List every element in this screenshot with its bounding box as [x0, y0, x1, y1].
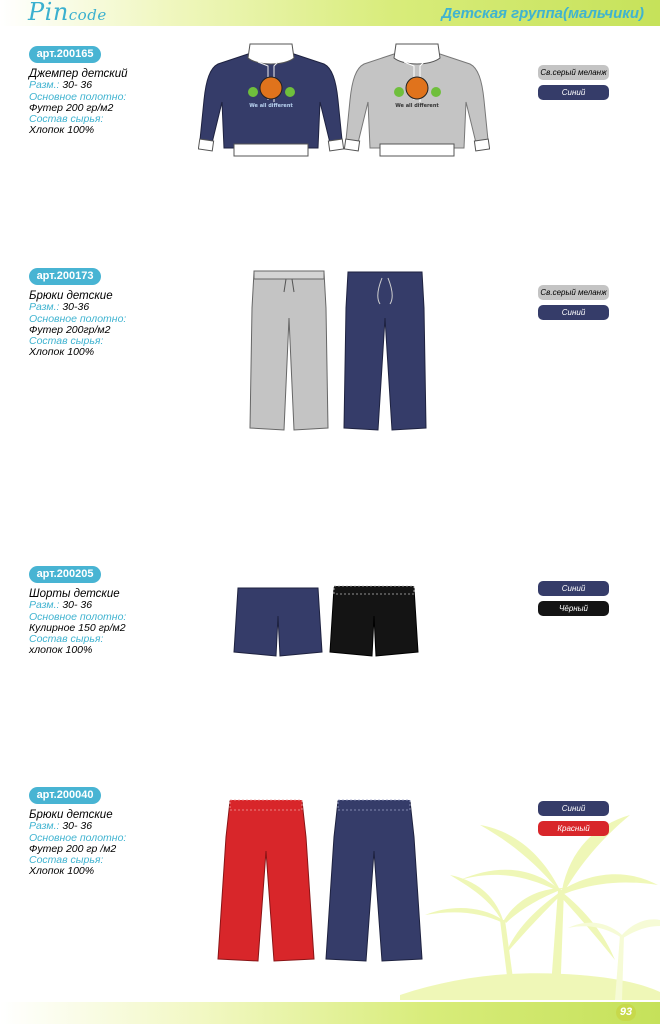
color-chip-red: Красный	[538, 821, 609, 836]
article-number-badge: арт.200205	[29, 566, 101, 583]
color-swatches	[538, 65, 609, 105]
color-chip-grey: Св.серый меланж	[538, 285, 609, 300]
color-chip-navy: Синий	[538, 581, 609, 596]
article-number-badge: арт.200173	[29, 268, 101, 285]
jumper-print-text: We all different	[249, 103, 293, 109]
navy-shorts-image	[232, 586, 324, 660]
size-label: Разм.:	[29, 820, 60, 833]
product-info	[29, 810, 126, 878]
composition-value: Хлопок 100%	[29, 346, 95, 359]
product-name: Джемпер детский	[29, 68, 128, 80]
fabric-label: Основное полотно:	[29, 610, 127, 623]
fabric-value: Футер 200 гр/м2	[29, 101, 114, 114]
article-number-badge: арт.200165	[29, 46, 101, 63]
size-value: 30- 36	[62, 79, 93, 92]
product-name: Шорты детские	[29, 588, 120, 600]
color-chip-grey: Св.серый меланж	[538, 65, 609, 80]
article-number-badge: арт.200040	[29, 787, 101, 804]
product-info	[29, 291, 126, 359]
red-pants-image	[214, 797, 318, 965]
fabric-label: Основное полотно:	[29, 90, 127, 103]
section-title: Детская группа(мальчики)	[441, 5, 644, 22]
size-value: 30-36	[62, 301, 90, 314]
color-chip-black: Чёрный	[538, 601, 609, 616]
size-value: 30- 36	[62, 599, 93, 612]
brand-logo: Pincode	[28, 0, 107, 26]
color-chip-navy: Синий	[538, 801, 609, 816]
color-chip-navy: Синий	[538, 305, 609, 320]
color-swatches	[538, 581, 609, 621]
grey-jumper-image	[344, 40, 490, 160]
fabric-label: Основное полотно:	[29, 312, 127, 325]
composition-label: Состав сырья:	[29, 113, 104, 126]
color-swatches	[538, 801, 609, 841]
composition-label: Состав сырья:	[29, 335, 104, 348]
footer-bar	[0, 1002, 660, 1024]
fabric-value: Футер 200гр/м2	[29, 323, 111, 336]
product-info	[29, 69, 128, 137]
black-shorts-image	[328, 584, 420, 660]
product-info	[29, 589, 126, 657]
navy-jumper-image	[198, 40, 344, 160]
header-bar	[0, 0, 660, 26]
fabric-value: Кулирное 150 гр/м2	[29, 621, 126, 634]
color-swatches	[538, 285, 609, 325]
grey-pants-image	[246, 268, 332, 434]
composition-label: Состав сырья:	[29, 854, 104, 867]
size-label: Разм.:	[29, 301, 60, 314]
jumper-print-text: We all different	[395, 103, 439, 109]
navy-pants-image	[342, 268, 428, 434]
page-number: 93	[616, 1004, 636, 1021]
color-chip-navy: Синий	[538, 85, 609, 100]
composition-value: Хлопок 100%	[29, 865, 95, 878]
composition-value: Хлопок 100%	[29, 124, 95, 137]
composition-value: хлопок 100%	[29, 644, 93, 657]
product-name: Брюки детские	[29, 290, 113, 302]
fabric-label: Основное полотно:	[29, 831, 127, 844]
navy-pants-image	[322, 797, 426, 965]
fabric-value: Футер 200 гр /м2	[29, 842, 117, 855]
size-label: Разм.:	[29, 599, 60, 612]
product-name: Брюки детские	[29, 809, 113, 821]
palm-tree-decoration	[400, 770, 660, 1000]
size-value: 30- 36	[62, 820, 93, 833]
size-label: Разм.:	[29, 79, 60, 92]
composition-label: Состав сырья:	[29, 633, 104, 646]
